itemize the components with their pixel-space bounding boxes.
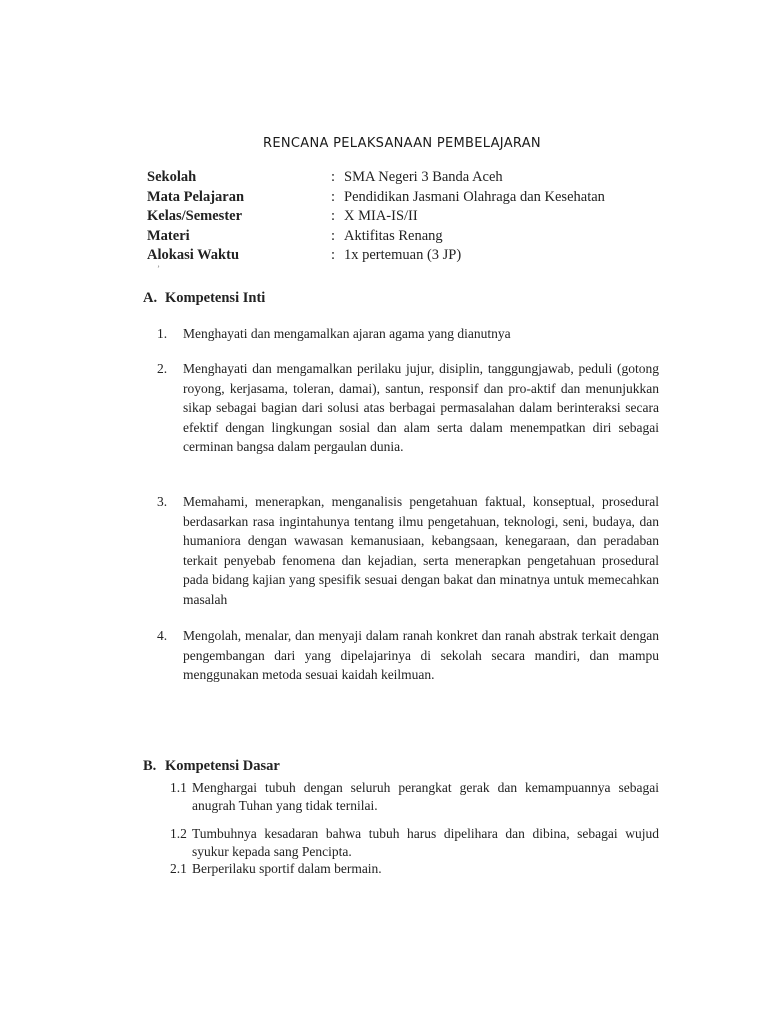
document-title: RENCANA PELAKSANAAN PEMBELAJARAN (263, 136, 541, 151)
ki-item-4 (157, 626, 659, 685)
item-text: Memahami, menerapkan, menganalisis pengetahuan faktual, konseptual, prosedural berdasarkan rasa ingintahunya tentang ilmu pengetahuan, teknologi, seni, budaya, dan humaniora dengan wawasan kemanusiaan, kebangsaan, kenegaraan, dan peradaban terkait penyebab fenomena dan kejadian, serta menerapkan pengetahuan prosedural pada bidang kajian yang spesifik sesuai dengan bakat dan minatnya untuk memecahkan masalah (183, 494, 659, 607)
item-text: Mengolah, menalar, dan menyaji dalam ranah konkret dan ranah abstrak terkait dengan pengembangan dari yang dipelajarinya di sekolah secara mandiri, dan mampu menggunakan metoda sesuai kaidah keilmuan. (183, 628, 659, 682)
item-number: 4. (157, 628, 168, 643)
kd-item-1-1 (170, 779, 659, 814)
info-label: Materi (147, 227, 190, 244)
kd-item-1-2 (170, 825, 659, 860)
info-value: X MIA-IS/II (344, 208, 418, 224)
info-value: Aktifitas Renang (344, 227, 443, 244)
item-number: 2. (157, 361, 168, 376)
stray-tick-mark: ʼ (157, 264, 160, 274)
item-number: 2.1 (170, 861, 187, 876)
item-number: 1.2 (170, 826, 187, 841)
info-value: SMA Negeri 3 Banda Aceh (344, 169, 503, 185)
section-letter: A. (143, 290, 158, 306)
kd-item-2-1 (170, 860, 659, 878)
ki-item-3 (157, 492, 659, 609)
item-number: 3. (157, 494, 168, 509)
info-label: Kelas/Semester (147, 208, 243, 224)
section-a-heading (143, 290, 265, 307)
info-label: Mata Pelajaran (147, 188, 245, 205)
info-colon: : (331, 227, 336, 244)
item-number: 1. (157, 326, 168, 341)
info-colon: : (331, 208, 336, 224)
info-label: Sekolah (147, 169, 197, 185)
info-colon: : (331, 247, 336, 263)
ki-item-2 (157, 359, 659, 457)
info-colon: : (331, 188, 336, 205)
info-colon: : (331, 169, 336, 185)
info-value: 1x pertemuan (3 JP) (344, 247, 462, 263)
item-text: Menghargai tubuh dengan seluruh perangkat gerak dan kemampuannya sebagai anugrah Tuhan yang tidak ternilai. (192, 780, 659, 813)
item-number: 1.1 (170, 780, 187, 795)
section-title: Kompetensi Inti (165, 290, 266, 306)
ki-item-1 (157, 324, 659, 344)
item-text: Berperilaku sportif dalam bermain. (192, 861, 382, 876)
info-value: Pendidikan Jasmani Olahraga dan Kesehatan (344, 188, 605, 205)
info-label: Alokasi Waktu (147, 247, 240, 263)
item-text: Menghayati dan mengamalkan perilaku jujur, disiplin, tanggungjawab, peduli (gotong royong, kerjasama, toleran, damai), santun, responsif dan pro-aktif dan menunjukkan sikap sebagai bagian dari solusi atas berbagai permasalahan dalam berinteraksi secara efektif dengan lingkungan sosial dan alam serta dalam menempatkan diri sebagai cerminan bangsa dalam pergaulan dunia. (183, 361, 659, 454)
section-b-heading (143, 758, 280, 775)
section-title: Kompetensi Dasar (165, 758, 280, 774)
section-letter: B. (143, 758, 157, 774)
item-text: Tumbuhnya kesadaran bahwa tubuh harus dipelihara dan dibina, sebagai wujud syukur kepada sang Pencipta. (192, 826, 659, 859)
item-text: Menghayati dan mengamalkan ajaran agama yang dianutnya (183, 326, 511, 341)
